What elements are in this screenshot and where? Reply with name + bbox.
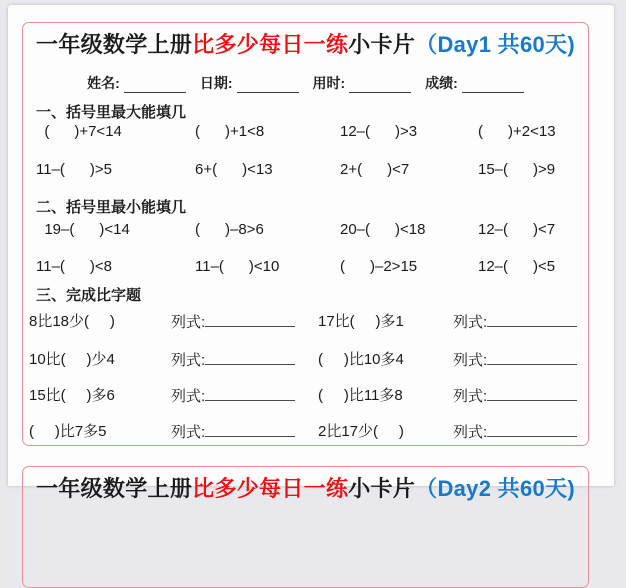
section2-heading: 二、括号里最小能填几	[36, 199, 187, 216]
worksheet-card-day1	[22, 22, 589, 446]
formula-label: 列式:	[453, 352, 488, 369]
compare-problem: 8比18少( )	[29, 313, 115, 330]
title-topic-text: 比多少每日一练	[192, 476, 349, 501]
compare-problem: 17比( )多1	[318, 313, 404, 330]
time-used-label: 用时:	[312, 75, 346, 91]
formula-blank	[171, 350, 318, 371]
math-problem: 2+( )<7	[340, 161, 410, 178]
score-field	[425, 73, 524, 93]
formula-label: 列式:	[171, 352, 206, 369]
formula-line	[487, 350, 577, 365]
math-problem: ( )+2<13	[478, 123, 556, 140]
title-day-count: （Day1 共60天)	[415, 32, 575, 57]
name-label: 姓名:	[87, 75, 120, 91]
card-title-day2	[23, 467, 588, 505]
formula-blank	[453, 312, 588, 333]
math-problem: ( )–2>15	[340, 258, 418, 275]
time-used-field	[313, 73, 412, 93]
date-field	[200, 73, 299, 93]
compare-problem: 10比( )少4	[29, 351, 115, 368]
section1-row2	[23, 160, 588, 180]
math-problem: 19–( )<14	[36, 221, 130, 238]
worksheet-page	[8, 5, 614, 501]
compare-problem: 15比( )多6	[29, 387, 115, 404]
title-suffix-text: 小卡片	[348, 32, 416, 57]
formula-line	[205, 350, 295, 365]
date-blank-line	[237, 78, 299, 93]
section3-row1	[23, 312, 588, 332]
math-problem: ( )–8>6	[195, 221, 264, 238]
formula-blank	[453, 386, 588, 407]
math-problem: ( )+1<8	[195, 123, 265, 140]
formula-label: 列式:	[171, 388, 206, 405]
score-blank-line	[462, 78, 524, 93]
math-problem: 12–( )>3	[340, 123, 418, 140]
formula-blank	[453, 422, 588, 443]
formula-blank	[171, 386, 318, 407]
title-suffix-text: 小卡片	[348, 476, 416, 501]
math-problem: 11–( )<8	[36, 258, 113, 275]
worksheet-card-day2	[22, 466, 589, 588]
title-topic-text: 比多少每日一练	[192, 32, 349, 57]
formula-blank	[171, 312, 318, 333]
formula-blank	[453, 350, 588, 371]
formula-label: 列式:	[453, 424, 488, 441]
formula-line	[487, 312, 577, 327]
compare-problem: ( )比11多8	[318, 387, 403, 404]
section1-heading: 一、括号里最大能填几	[36, 104, 187, 121]
formula-line	[487, 386, 577, 401]
info-row	[23, 71, 588, 93]
formula-label: 列式:	[453, 388, 488, 405]
section2-row1	[23, 220, 588, 240]
section3-row3	[23, 386, 588, 406]
formula-blank	[171, 422, 318, 443]
math-problem: 12–( )<7	[478, 221, 556, 238]
title-day-count: （Day2 共60天)	[415, 476, 575, 501]
name-blank-line	[124, 78, 186, 93]
math-problem: 12–( )<5	[478, 258, 556, 275]
date-label: 日期:	[199, 75, 233, 91]
name-field	[87, 73, 186, 93]
math-problem: 6+( )<13	[195, 161, 273, 178]
section3-row4	[23, 422, 588, 442]
math-problem: 20–( )<18	[340, 221, 426, 238]
formula-label: 列式:	[171, 424, 206, 441]
title-grade-text: 一年级数学上册	[36, 32, 193, 57]
math-problem: 11–( )>5	[36, 161, 113, 178]
card-title-day1	[23, 23, 588, 61]
section2-row2	[23, 257, 588, 277]
compare-problem: ( )比10多4	[318, 351, 404, 368]
formula-line	[205, 422, 295, 437]
section3-heading: 三、完成比字题	[36, 287, 142, 304]
formula-label: 列式:	[171, 314, 206, 331]
section3-row2	[23, 350, 588, 370]
compare-problem: ( )比7多5	[29, 423, 107, 440]
section1-row1	[23, 122, 588, 142]
math-problem: 11–( )<10	[195, 258, 280, 275]
math-problem: ( )+7<14	[36, 123, 122, 140]
time-used-blank-line	[349, 78, 411, 93]
score-label: 成绩:	[425, 75, 458, 91]
formula-label: 列式:	[453, 314, 488, 331]
formula-line	[487, 422, 577, 437]
math-problem: 15–( )>9	[478, 161, 556, 178]
title-grade-text: 一年级数学上册	[36, 476, 193, 501]
compare-problem: 2比17少( )	[318, 423, 404, 440]
formula-line	[205, 312, 295, 327]
formula-line	[205, 386, 295, 401]
